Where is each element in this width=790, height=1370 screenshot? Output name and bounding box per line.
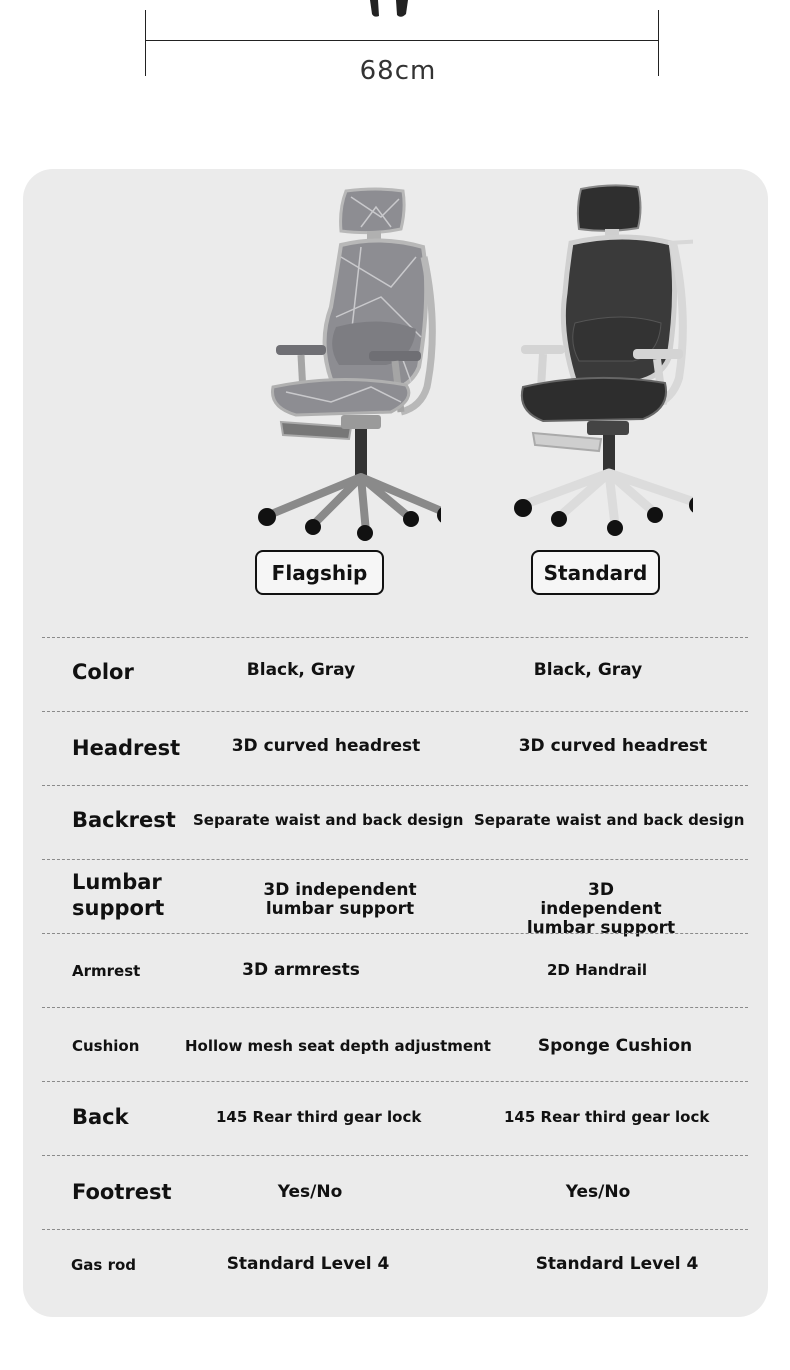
standard-footrest-value: Yes/No	[565, 1182, 631, 1202]
row-label-back: Back	[72, 1105, 129, 1129]
table-divider	[42, 859, 748, 860]
standard-model-button[interactable]: Standard	[531, 550, 660, 595]
flagship-color-value: Black, Gray	[246, 660, 356, 680]
row-label-gas-rod: Gas rod	[71, 1256, 137, 1274]
flagship-gas-rod-value: Standard Level 4	[226, 1254, 390, 1274]
flagship-backrest-value: Separate waist and back design	[193, 811, 464, 829]
row-label-color: Color	[72, 660, 134, 684]
flagship-back-value: 145 Rear third gear lock	[216, 1108, 422, 1126]
chair-casters-partial	[366, 0, 416, 20]
table-divider	[42, 1229, 748, 1230]
row-label-cushion: Cushion	[72, 1037, 140, 1055]
standard-armrest-value: 2D Handrail	[546, 961, 647, 979]
standard-backrest-value: Separate waist and back design	[474, 811, 745, 829]
flagship-chair-image	[241, 187, 441, 541]
standard-gas-rod-value: Standard Level 4	[535, 1254, 699, 1274]
table-divider	[42, 637, 748, 638]
standard-cushion-value: Sponge Cushion	[537, 1036, 693, 1056]
row-label-backrest: Backrest	[72, 808, 176, 832]
flagship-headrest-value: 3D curved headrest	[231, 736, 421, 756]
comparison-card	[23, 169, 768, 1317]
table-divider	[42, 1007, 748, 1008]
row-label-armrest: Armrest	[72, 962, 141, 980]
standard-color-value: Black, Gray	[533, 660, 643, 680]
standard-lumbar-value: 3D independent lumbar support	[526, 880, 676, 938]
table-divider	[42, 711, 748, 712]
flagship-model-button[interactable]: Flagship	[255, 550, 384, 595]
table-divider	[42, 1155, 748, 1156]
table-divider	[42, 933, 748, 934]
dimension-line	[145, 40, 658, 41]
flagship-lumbar-value: 3D independent lumbar support	[263, 880, 417, 919]
standard-back-value: 145 Rear third gear lock	[504, 1108, 710, 1126]
row-label-lumbar-support: Lumbar support	[72, 870, 165, 920]
standard-chair-image	[493, 183, 693, 537]
flagship-armrest-value: 3D armrests	[242, 960, 360, 980]
table-divider	[42, 1081, 748, 1082]
flagship-cushion-value: Hollow mesh seat depth adjustment	[185, 1037, 491, 1055]
standard-headrest-value: 3D curved headrest	[518, 736, 708, 756]
row-label-headrest: Headrest	[72, 736, 181, 760]
table-divider	[42, 785, 748, 786]
row-label-footrest: Footrest	[72, 1180, 172, 1204]
dimension-indicator	[0, 0, 790, 110]
dimension-label: 68cm	[359, 56, 437, 86]
flagship-footrest-value: Yes/No	[277, 1182, 343, 1202]
